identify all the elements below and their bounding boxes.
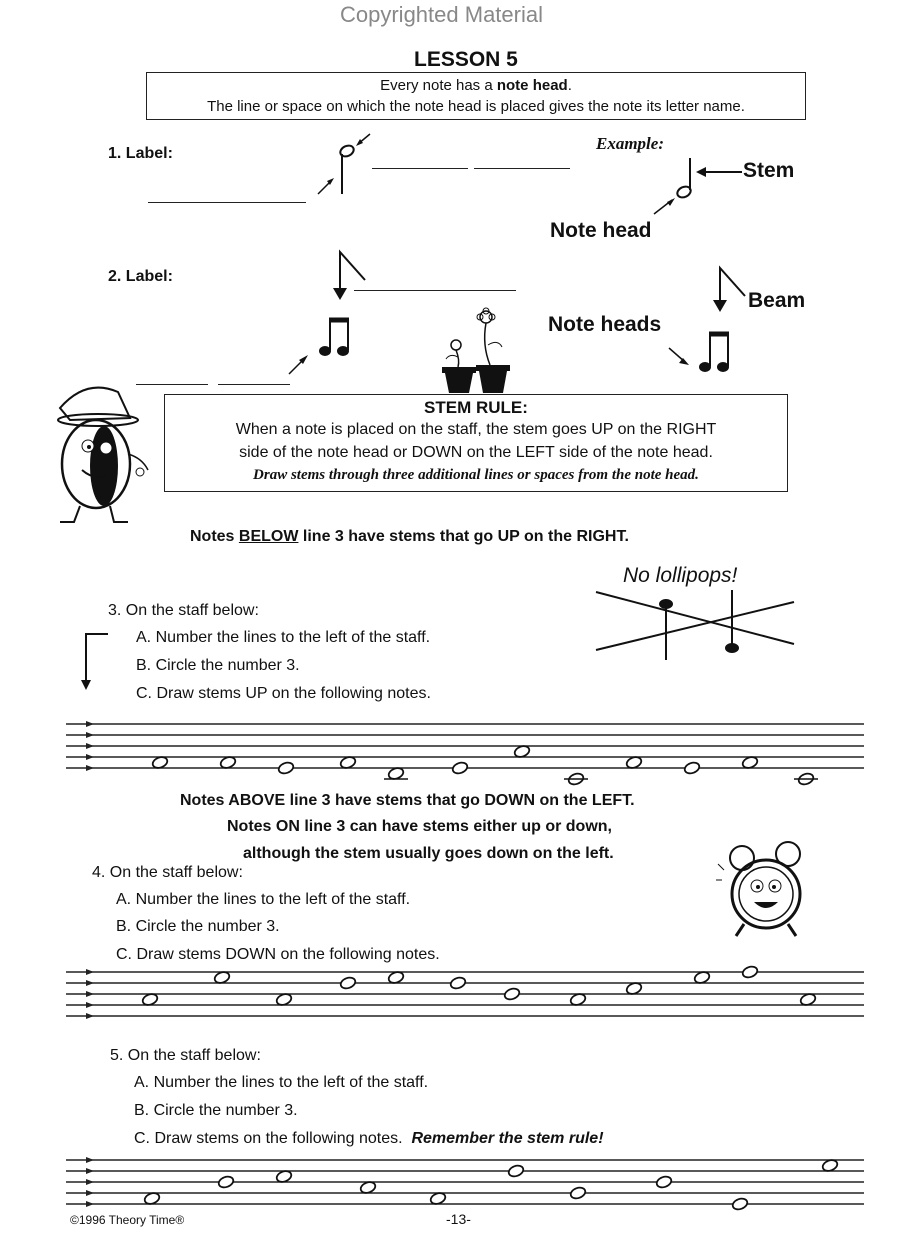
footer-copyright: ©1996 Theory Time®: [70, 1213, 185, 1227]
note-head: [507, 1164, 525, 1179]
q2-label: 2. Label:: [108, 268, 173, 285]
note-head-label: Note head: [550, 219, 652, 242]
stem-rule-line-2: side of the note head or DOWN on the LEFT side of the note head.: [239, 444, 713, 461]
q1-label: 1. Label:: [108, 145, 173, 162]
note-head: [569, 1186, 587, 1201]
q4-step-b: B. Circle the number 3.: [116, 918, 280, 935]
staff-line-marker: [86, 754, 94, 760]
q3-step-a: A. Number the lines to the left of the staff.: [136, 629, 431, 646]
note-character-illustration: [40, 378, 155, 528]
q4-step-c: C. Draw stems DOWN on the following notes.: [116, 946, 440, 963]
above-rule-line-3: although the stem usually goes down on the left.: [243, 845, 614, 862]
stem-rule-line-3: Draw stems through three additional lines or spaces from the note head.: [253, 467, 699, 483]
stem-rule-line-1: When a note is placed on the staff, the stem goes UP on the RIGHT: [235, 421, 717, 438]
q3-title: 3. On the staff below:: [108, 602, 259, 619]
note-head: [217, 1175, 235, 1190]
staff-line-marker: [86, 1190, 94, 1196]
staff-line-marker: [86, 1168, 94, 1174]
intro-box: [146, 72, 806, 120]
staff-line-marker: [86, 732, 94, 738]
q2-beamed-notes-icon: [285, 250, 375, 380]
no-lollipops-label: No lollipops!: [623, 564, 738, 587]
staff-line-marker: [86, 1201, 94, 1207]
staff-line-marker: [86, 1002, 94, 1008]
note-head: [794, 772, 818, 787]
staff-q3[interactable]: [66, 714, 866, 788]
q3-step-b: B. Circle the number 3.: [136, 657, 300, 674]
note-head: [741, 965, 759, 980]
note-heads-label: Note heads: [548, 313, 662, 336]
watermark: Copyrighted Material: [340, 2, 543, 27]
note-head: [731, 1197, 749, 1212]
staff-line-marker: [86, 1157, 94, 1163]
answer-line[interactable]: [474, 168, 570, 169]
above-rule-line-1: Notes ABOVE line 3 have stems that go DOWN on the LEFT.: [180, 792, 635, 809]
flower-pots-icon: [438, 305, 518, 395]
staff-line-marker: [86, 969, 94, 975]
example-label: Example:: [596, 134, 664, 153]
note-head: [277, 761, 295, 776]
beam-example-icon: [665, 262, 755, 382]
stem-label: Stem: [743, 159, 795, 182]
beam-label: Beam: [748, 289, 806, 312]
intro-line-2: The line or space on which the note head is placed gives the note its letter name.: [207, 98, 745, 115]
no-lollipops-illustration: [594, 588, 804, 664]
staff-line-marker: [86, 743, 94, 749]
note-head: [339, 976, 357, 991]
staff-line-marker: [86, 765, 94, 771]
stem-rule-box: [164, 394, 788, 492]
staff-line-marker: [86, 1179, 94, 1185]
q5-step-c: C. Draw stems on the following notes. Remember the stem rule!: [134, 1130, 604, 1147]
stem-rule-title: STEM RULE:: [424, 398, 528, 417]
q5-title: 5. On the staff below:: [110, 1047, 261, 1064]
staff-line-marker: [86, 721, 94, 727]
q5-step-a: A. Number the lines to the left of the staff.: [134, 1074, 429, 1091]
q1-note-icon: [310, 128, 390, 208]
example-note-icon: [650, 150, 750, 220]
clock-illustration: [716, 840, 816, 940]
below-rule: Notes BELOW line 3 have stems that go UP on the RIGHT.: [190, 528, 629, 545]
note-head: [503, 987, 521, 1002]
q5-step-b: B. Circle the number 3.: [134, 1102, 298, 1119]
intro-line-1: Every note has a note head.: [380, 77, 572, 94]
answer-line[interactable]: [148, 202, 306, 203]
answer-line[interactable]: [218, 384, 290, 385]
page-number: -13-: [446, 1211, 471, 1227]
note-head: [655, 1175, 673, 1190]
staff-line-marker: [86, 1013, 94, 1019]
q4-title: 4. On the staff below:: [92, 864, 243, 881]
q4-step-a: A. Number the lines to the left of the staff.: [116, 891, 411, 908]
q3-step-c: C. Draw stems UP on the following notes.: [136, 685, 431, 702]
note-head: [683, 761, 701, 776]
staff-line-marker: [86, 991, 94, 997]
note-head: [449, 976, 467, 991]
staff-line-marker: [86, 980, 94, 986]
note-head: [564, 772, 588, 787]
answer-line[interactable]: [354, 290, 516, 291]
q3-arrow-icon: [78, 632, 118, 692]
note-head: [451, 761, 469, 776]
staff-q4[interactable]: [66, 962, 866, 1036]
lesson-title: LESSON 5: [414, 48, 518, 71]
above-rule-line-2: Notes ON line 3 can have stems either up or down,: [227, 818, 612, 835]
